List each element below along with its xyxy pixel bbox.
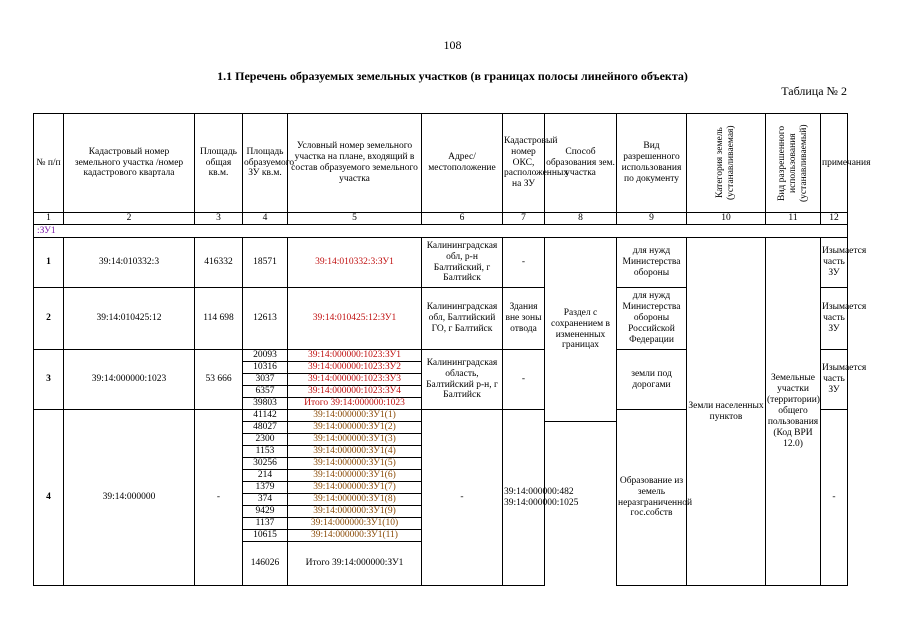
total-label: 39:14:000000:ЗУ1	[332, 558, 404, 569]
address: Калининградская область, Балтийский р-н, г Балтийск	[422, 350, 503, 410]
header-cell: Площадь общая кв.м.	[195, 114, 243, 213]
sub-area: 2300	[243, 434, 288, 446]
formation-method: Образование из земель неразграниченной гос.собств	[617, 410, 687, 586]
note: Изымается часть ЗУ	[821, 350, 848, 410]
row-number: 2	[34, 288, 64, 350]
sub-label: 39:14:000000:ЗУ1(11)	[288, 530, 422, 542]
sub-area: 9429	[243, 506, 288, 518]
sub-area: 30256	[243, 458, 288, 470]
header-cell: Площадь образуемого ЗУ кв.м.	[243, 114, 288, 213]
header-cell: примечания	[821, 114, 848, 213]
header-cell-text: Категория земель (устанавливаемая)	[715, 125, 736, 201]
header-cell: № п/п	[34, 114, 64, 213]
header-cell-text: Вид разрешенного использования (устанавливаемый)	[776, 124, 809, 202]
permitted-use: земли под дорогами	[617, 350, 687, 410]
header-cell: Вид разрешенного использования по документу	[617, 114, 687, 213]
permitted-use-set: Земельные участки (территории) общего пользования (Код ВРИ 12.0)	[766, 238, 821, 586]
sub-label: 39:14:010425:12:ЗУ1	[288, 288, 422, 350]
column-number: 12	[821, 213, 848, 225]
sub-area: 1379	[243, 482, 288, 494]
column-number: 9	[617, 213, 687, 225]
sub-area: 6357	[243, 386, 288, 398]
column-number: 6	[422, 213, 503, 225]
cadastral-number: 39:14:000000:1023	[64, 350, 195, 410]
sub-area: 20093	[243, 350, 288, 362]
sub-area: 1153	[243, 446, 288, 458]
column-number: 2	[64, 213, 195, 225]
permitted-use: для нужд Министерства обороны	[617, 238, 687, 288]
header-cell: Кадастровый номер земельного участка /номер кадастрового квартала	[64, 114, 195, 213]
column-number: 8	[545, 213, 617, 225]
column-number-row	[34, 213, 848, 225]
area-total: 114 698	[195, 288, 243, 350]
land-plots-table	[33, 113, 871, 586]
area-total: -	[195, 410, 243, 586]
land-category: Земли населенных пунктов	[687, 238, 766, 586]
sub-label: Итого 39:14:000000:1023	[288, 398, 422, 410]
column-number: 11	[766, 213, 821, 225]
header-cell: Адрес/ местоположение	[422, 114, 503, 213]
sub-area: 374	[243, 494, 288, 506]
area-total: 416332	[195, 238, 243, 288]
address: -	[422, 410, 503, 586]
note: Изымается часть ЗУ	[821, 238, 848, 288]
sub-label: 39:14:000000:1023:ЗУ1	[288, 350, 422, 362]
header-cell-vertical	[766, 114, 821, 213]
document-heading: 1.1 Перечень образуемых земельных участков (в границах полосы линейного объекта)	[217, 69, 688, 83]
page-number: 108	[443, 38, 462, 52]
oks-number: Здания вне зоны отвода	[503, 288, 545, 350]
permitted-use: -	[821, 410, 848, 586]
sub-area: 214	[243, 470, 288, 482]
area-total: 53 666	[195, 350, 243, 410]
header-cell: Способ образования зем. участка	[545, 114, 617, 213]
sub-label: 39:14:000000:ЗУ1(3)	[288, 434, 422, 446]
sub-area: 18571	[243, 238, 288, 288]
oks-number: -	[503, 350, 545, 410]
permitted-use: для нужд Министерства обороны Российской Федерации	[617, 288, 687, 350]
sub-area: 41142	[243, 410, 288, 422]
column-number: 5	[288, 213, 422, 225]
oks-number: -	[503, 238, 545, 288]
cadastral-number: 39:14:010425:12	[64, 288, 195, 350]
sub-label: 39:14:000000:ЗУ1(6)	[288, 470, 422, 482]
column-number: 7	[503, 213, 545, 225]
row-number: 4	[34, 410, 64, 586]
table-row	[34, 238, 848, 288]
sub-label: 39:14:000000:ЗУ1(7)	[288, 482, 422, 494]
cadastral-number: 39:14:000000	[64, 410, 195, 586]
sub-label: 39:14:000000:ЗУ1(5)	[288, 458, 422, 470]
address: Калининградская обл, р-н Балтийский, г Балтийск	[422, 238, 503, 288]
section-label: :ЗУ1	[34, 225, 848, 238]
sub-area-total: 146026	[243, 542, 288, 586]
header-cell-vertical	[687, 114, 766, 213]
section-row	[34, 225, 848, 238]
column-number: 4	[243, 213, 288, 225]
sub-label: 39:14:010332:3:ЗУ1	[288, 238, 422, 288]
sub-label: 39:14:000000:ЗУ1(4)	[288, 446, 422, 458]
sub-area: 1137	[243, 518, 288, 530]
sub-area: 10316	[243, 362, 288, 374]
sub-label: 39:14:000000:ЗУ1(9)	[288, 506, 422, 518]
row-number: 3	[34, 350, 64, 410]
cadastral-number: 39:14:010332:3	[64, 238, 195, 288]
sub-label: 39:14:000000:ЗУ1(1)	[288, 410, 422, 422]
table-label: Таблица № 2	[781, 84, 847, 98]
row-number: 1	[34, 238, 64, 288]
sub-label: 39:14:000000:1023:ЗУ2	[288, 362, 422, 374]
sub-label: 39:14:000000:1023:ЗУ4	[288, 386, 422, 398]
sub-area: 10615	[243, 530, 288, 542]
sub-area: 39803	[243, 398, 288, 410]
column-number: 1	[34, 213, 64, 225]
column-number: 3	[195, 213, 243, 225]
note: Изымается часть ЗУ	[821, 288, 848, 350]
sub-label: 39:14:000000:ЗУ1(8)	[288, 494, 422, 506]
sub-label: 39:14:000000:ЗУ1(10)	[288, 518, 422, 530]
formation-method: Раздел с сохранением в измененных границах	[545, 238, 617, 422]
address: Калининградская обл, Балтийский ГО, г Балтийск	[422, 288, 503, 350]
header-cell: Кадастровый номер ОКС, расположенных на ЗУ	[503, 114, 545, 213]
sub-area: 48027	[243, 422, 288, 434]
sub-area: 3037	[243, 374, 288, 386]
sub-label-total	[288, 542, 422, 586]
header-cell: Условный номер земельного участка на плане, входящий в состав образуемого земельного участка	[288, 114, 422, 213]
total-prefix: Итого	[305, 558, 332, 569]
sub-label: 39:14:000000:ЗУ1(2)	[288, 422, 422, 434]
header-row	[34, 114, 848, 213]
sub-label: 39:14:000000:1023:ЗУ3	[288, 374, 422, 386]
column-number: 10	[687, 213, 766, 225]
oks-number: 39:14:000000:482 39:14:000000:1025	[503, 410, 545, 586]
sub-area: 12613	[243, 288, 288, 350]
